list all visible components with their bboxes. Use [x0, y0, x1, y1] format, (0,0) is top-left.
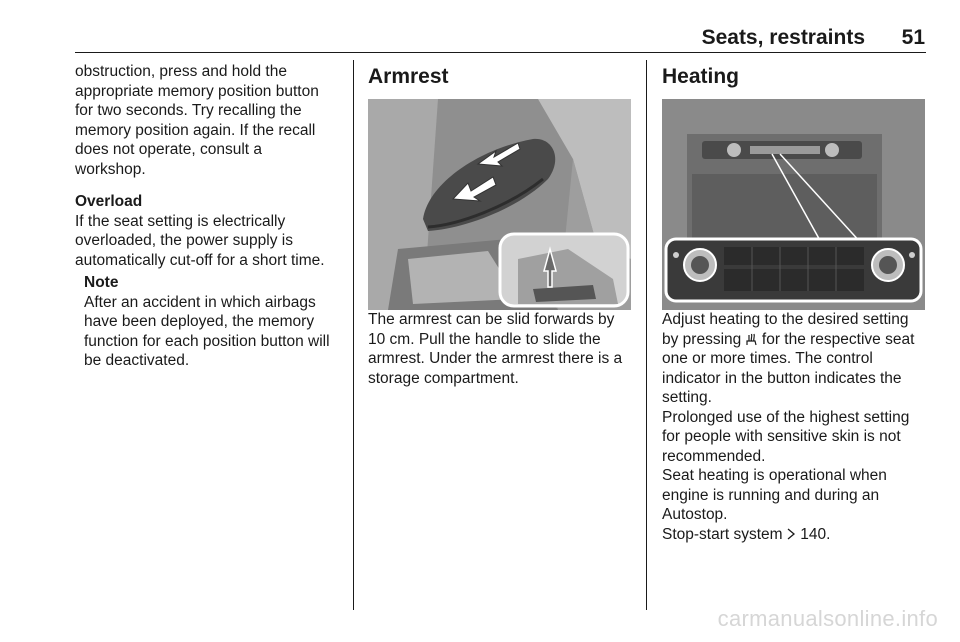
header-rule	[75, 52, 926, 53]
overload-paragraph: If the seat setting is electrically overloaded, the power supply is automatically cut-off for a short time.	[75, 212, 325, 269]
overload-title: Overload	[75, 193, 143, 210]
memory-paragraph: obstruction, press and hold the appropriate memory position button for two seconds. Try recalling the memory position again. If the recall does not operate, consult a workshop.	[75, 63, 319, 178]
sensitive-skin-paragraph: Prolonged use of the highest setting for people with sensitive skin is not recommended.	[662, 408, 910, 465]
armrest-illustration	[368, 99, 631, 310]
seat-heating-icon	[746, 332, 758, 346]
note-text: After an accident in which airbags have been deployed, the memory function for each position button will be deactivated.	[84, 293, 330, 369]
column-divider-1	[353, 60, 354, 610]
note-box	[75, 273, 347, 371]
column-1	[75, 62, 347, 371]
stop-start-reference[interactable]: Stop-start system 140.	[662, 525, 831, 543]
armrest-heading: Armrest	[368, 65, 449, 88]
heating-controls-illustration	[662, 99, 925, 310]
page-header	[75, 22, 925, 50]
column-divider-2	[646, 60, 647, 610]
section-title: Seats, restraints	[701, 26, 865, 49]
column-2	[368, 62, 640, 388]
armrest-text: The armrest can be slid forwards by 10 cm. Pull the handle to slide the armrest. Under the armrest there is a storage compartment.	[368, 311, 623, 387]
operational-paragraph: Seat heating is operational when engine is running and during an Autostop.	[662, 467, 887, 523]
heating-heading: Heating	[662, 65, 740, 88]
page-reference-icon	[787, 526, 796, 538]
watermark: carmanualsonline.info	[717, 606, 938, 631]
heating-adjust-paragraph: Adjust heating to the desired setting by pressing for the respective seat one or more times. The control indicator in the button indicates the setting.	[662, 311, 915, 406]
page-number: 51	[901, 26, 925, 49]
column-3	[662, 62, 932, 544]
note-title: Note	[84, 274, 119, 291]
